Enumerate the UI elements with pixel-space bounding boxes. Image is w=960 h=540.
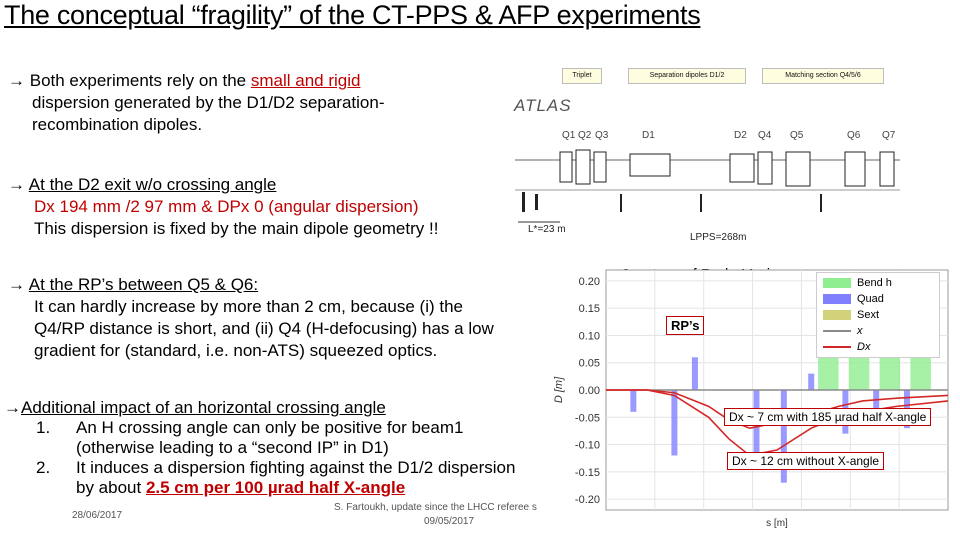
dipoles-label: Separation dipoles D1/2: [628, 68, 746, 84]
intro-emphasis: small and rigid: [250, 71, 361, 90]
l-pps-label: LPPS=268m: [690, 232, 747, 243]
y-tick-label: 0.10: [578, 330, 600, 343]
legend-label: Dx: [857, 341, 871, 353]
list-number: 2.: [36, 458, 51, 477]
quad-block: [808, 374, 814, 390]
footer-date: 28/06/2017: [72, 510, 123, 521]
quad-block: [630, 390, 636, 412]
legend-label: x: [857, 325, 863, 337]
arrow-icon: →: [8, 71, 25, 90]
list-item: [36, 458, 544, 498]
callout-text: Dx ~ 12 cm without X-angle: [732, 454, 880, 468]
legend-item: [823, 323, 933, 339]
plot-legend: [816, 272, 940, 358]
legend-swatch: [823, 278, 851, 288]
legend-swatch: [823, 330, 851, 332]
no-xangle-callout: [727, 452, 884, 470]
legend-label: Sext: [857, 309, 880, 321]
magnet-q2: Q2: [578, 130, 592, 141]
y-tick-label: 0.05: [578, 357, 600, 370]
dx-line: Dx 194 mm /2 97 mm & DPx 0 (angular dispersion): [34, 197, 419, 216]
legend-swatch: [823, 294, 851, 304]
list-text: It induces a dispersion fighting against the D1/2 dispersion by about: [76, 458, 516, 497]
d2-heading: At the D2 exit w/o crossing angle: [28, 175, 277, 194]
list-item: [36, 418, 544, 458]
list-number: 1.: [36, 418, 51, 437]
list-text: An H crossing angle can only be positive for beam1 (otherwise leading to a “second IP” in D1): [76, 418, 464, 457]
legend-item: [823, 275, 933, 291]
atlas-logo: ATLAS: [514, 96, 572, 115]
y-tick-label: -0.10: [574, 439, 600, 452]
legend-item: [823, 291, 933, 307]
legend-swatch: [823, 346, 851, 348]
x-axis-label: s [m]: [766, 518, 788, 529]
legend-item: [823, 307, 933, 323]
triplet-label: Triplet: [562, 68, 602, 84]
arrow-icon: →: [8, 275, 25, 294]
magnet-q5: Q5: [790, 130, 804, 141]
y-tick-label: -0.15: [574, 466, 600, 479]
quad-block: [671, 390, 677, 455]
l-star-label: L*=23 m: [528, 224, 566, 235]
rp-heading: At the RP’s between Q5 & Q6:: [28, 275, 259, 294]
lattice-drawing: [500, 62, 910, 247]
arrow-icon: →: [4, 398, 21, 417]
arrow-icon: →: [8, 175, 25, 194]
magnet-q7: Q7: [882, 130, 896, 141]
legend-swatch: [823, 310, 851, 320]
magnet-q1: Q1: [562, 130, 576, 141]
slide-title: The conceptual “fragility” of the CT-PPS & AFP experiments: [4, 0, 701, 30]
intro-prefix: Both experiments rely on the: [29, 71, 251, 90]
lattice-schematic: [500, 62, 910, 247]
y-tick-label: 0.00: [578, 385, 600, 397]
xangle-callout: [724, 408, 931, 426]
magnet-q3: Q3: [595, 130, 609, 141]
intro-rest: dispersion generated by the D1/D2 separation-recombination dipoles.: [32, 93, 385, 134]
rp-callout: RP’s: [666, 316, 704, 335]
impact-section: [4, 398, 544, 498]
intro-text: [8, 70, 428, 136]
y-tick-label: -0.05: [574, 412, 600, 425]
d2-section: [8, 174, 528, 240]
footer-date2: 09/05/2017: [424, 516, 475, 527]
matching-label: Matching section Q4/5/6: [762, 68, 884, 84]
impact-heading: Additional impact of an horizontal crossing angle: [21, 398, 386, 417]
magnet-q6: Q6: [847, 130, 861, 141]
rp-section: [8, 274, 518, 362]
footer-author: S. Fartoukh, update since the LHCC referee s: [334, 502, 537, 513]
legend-item: [823, 339, 933, 355]
legend-label: Bend h: [857, 277, 892, 289]
y-tick-label: 0.15: [578, 303, 600, 316]
magnet-q4: Q4: [758, 130, 772, 141]
y-axis-label: D [m]: [553, 376, 565, 404]
legend-label: Quad: [857, 293, 884, 305]
rp-body: It can hardly increase by more than 2 cm, because (i) the Q4/RP distance is short, and (ii) Q4 (H-defocusing) has a low gradient for (standard, i.e. non-ATS) squeezed optics.: [34, 297, 494, 360]
magnet-d2: D2: [734, 130, 747, 141]
y-tick-label: -0.20: [574, 494, 600, 507]
fixed-geometry-note: This dispersion is fixed by the main dipole geometry !!: [34, 219, 439, 238]
magnet-d1: D1: [642, 130, 655, 141]
y-tick-label: 0.20: [578, 275, 600, 288]
quad-block: [692, 357, 698, 390]
list-emphasis: 2.5 cm per 100 µrad half X-angle: [145, 478, 406, 497]
callout-text: Dx ~ 7 cm with 185 µrad half X-angle: [729, 410, 927, 424]
